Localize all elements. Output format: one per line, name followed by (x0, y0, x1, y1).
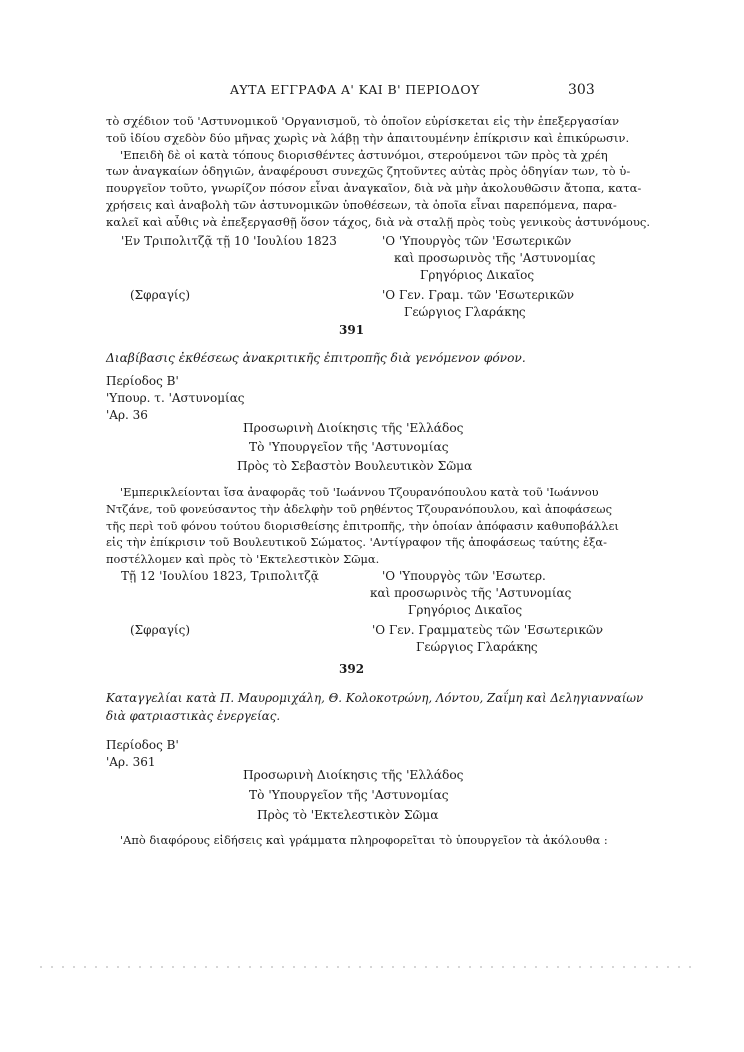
heading-line: Τὸ 'Υπουργεῖον τῆς 'Αστυνομίας (249, 788, 449, 802)
text-line: χρήσεις καὶ ἀναβολὴ τῶν ἀστυνομικῶν ὑποθέσεων, τὰ ὁποῖα εἶναι παρεπόμενα, παρα- (106, 197, 617, 212)
signature-line: 'Ο Γεν. Γραμματεὺς τῶν 'Εσωτερικῶν (372, 623, 604, 637)
text-line: Ντζάνε, τοῦ φονεύσαντος τὴν ἀδελφὴν τοῦ ρηθέντος Τζουρανόπουλου, καὶ ἀποφάσεως (106, 501, 612, 516)
reference-number: 'Αρ. 36 (106, 408, 148, 422)
scan-artifact-line (40, 966, 700, 968)
document-summary: Διαβίβασις ἐκθέσεως ἀνακριτικῆς ἐπιτροπῆς διὰ γενόμενον φόνον. (106, 351, 526, 365)
signature-line: καὶ προσωρινὸς τῆς 'Αστυνομίας (394, 251, 596, 265)
text-line: τῆς περὶ τοῦ φόνου τούτου διορισθείσης ἐπιτροπῆς, τὴν ὁποίαν ἀπόφασιν καθυποβάλλει (106, 518, 619, 533)
document-number: 391 (339, 323, 365, 337)
running-header: ΑΥΤΑ ΕΓΓΡΑΦΑ Α' ΚΑΙ Β' ΠΕΡΙΟΔΟΥ (230, 82, 480, 97)
continuation-paragraph (106, 113, 651, 231)
text-line: ποστέλλομεν καὶ πρὸς τὸ 'Εκτελεστικὸν Σῶμα. (106, 552, 380, 567)
text-line: εἰς τὴν ἐπίκρισιν τοῦ Βουλευτικοῦ Σώματος. 'Αντίγραφον τῆς ἀποφάσεως ταύτης ἐξα- (106, 535, 607, 550)
reference-number: 'Αρ. 361 (106, 755, 156, 769)
signature-name: Γρηγόριος Δικαῖος (408, 603, 523, 617)
period-label: Περίοδος Β' (106, 374, 179, 388)
document-summary: Καταγγελίαι κατὰ Π. Μαυρομιχάλη, Θ. Κολοκοτρώνη, Λόντου, Ζαΐμη καὶ Δεληγιανναίων (106, 691, 644, 705)
text-line: τὸ σχέδιον τοῦ 'Αστυνομικοῦ 'Οργανισμοῦ, τὸ ὁποῖον εὑρίσκεται εἰς τὴν ἐπεξεργασίαν (106, 114, 620, 128)
signature-name: Γεώργιος Γλαράκης (404, 305, 526, 319)
text-line: 'Επειδὴ δὲ οἱ κατὰ τόπους διορισθέντες ἀστυνόμοι, στερούμενοι τῶν πρὸς τὰ χρέη (120, 147, 608, 162)
page-number: 303 (568, 82, 595, 98)
signature-line: καὶ προσωρινὸς τῆς 'Αστυνομίας (370, 586, 572, 600)
ministry-label: 'Υπουρ. τ. 'Αστυνομίας (106, 391, 245, 405)
signature-line: 'Ο 'Υπουργὸς τῶν 'Εσωτερ. (382, 569, 546, 583)
seal-label: (Σφραγίς) (130, 288, 191, 302)
text-line: των ἀναγκαίων ὁδηγιῶν, ἀναφέρουσι συνεχῶς ζητοῦντες αὐτὰς πρὸς ὁδηγίαν των, τὸ ὑ- (106, 164, 631, 179)
place-date: Τῇ 12 'Ιουλίου 1823, Τριπολιτζᾷ (121, 569, 319, 583)
signature-name: Γεώργιος Γλαράκης (416, 640, 538, 654)
document-summary: διὰ φατριαστικὰς ἐνεργείας. (106, 709, 281, 723)
body-paragraph (106, 484, 619, 568)
place-date: 'Εν Τριπολιτζᾷ τῇ 10 'Ιουλίου 1823 (121, 234, 337, 248)
text-line: πουργεῖον τοῦτο, γνωρίζον πόσον εἶναι ἀναγκαῖον, διὰ νὰ μὴν ἀκολουθῶσιν ἄτοπα, κατα- (106, 181, 642, 196)
signature-line: 'Ο 'Υπουργὸς τῶν 'Εσωτερικῶν (382, 234, 572, 248)
signature-name: Γρηγόριος Δικαῖος (420, 268, 535, 282)
text-line: τοῦ ἰδίου σχεδὸν δύο μῆνας χωρὶς νὰ λάβῃ τὴν ἀπαιτουμένην ἐπίκρισιν καὶ ἐπικύρωσιν. (106, 130, 630, 145)
heading-line: Προσωρινὴ Διοίκησις τῆς 'Ελλάδος (243, 421, 464, 435)
text-line: 'Απὸ διαφόρους εἰδήσεις καὶ γράμματα πληροφορεῖται τὸ ὑπουργεῖον τὰ ἀκόλουθα : (120, 833, 608, 847)
heading-line: Πρὸς τὸ 'Εκτελεστικὸν Σῶμα (257, 808, 439, 822)
document-number: 392 (339, 662, 365, 676)
seal-label: (Σφραγίς) (130, 623, 191, 637)
heading-line: Τὸ 'Υπουργεῖον τῆς 'Αστυνομίας (249, 440, 449, 454)
text-line: καλεῖ καὶ αὖθις νὰ ἐπεξεργασθῇ ὅσον τάχος, διὰ νὰ σταλῇ πρὸς τοὺς γενικοὺς ἀστυνόμους. (106, 214, 651, 229)
heading-line: Προσωρινὴ Διοίκησις τῆς 'Ελλάδος (243, 768, 464, 782)
period-label: Περίοδος Β' (106, 738, 179, 752)
heading-line: Πρὸς τὸ Σεβαστὸν Βουλευτικὸν Σῶμα (237, 459, 473, 473)
text-line: 'Εμπερικλείονται ἴσα ἀναφορᾶς τοῦ 'Ιωάννου Τζουρανόπουλου κατὰ τοῦ 'Ιωάννου (120, 485, 599, 499)
signature-line: 'Ο Γεν. Γραμ. τῶν 'Εσωτερικῶν (382, 288, 575, 302)
